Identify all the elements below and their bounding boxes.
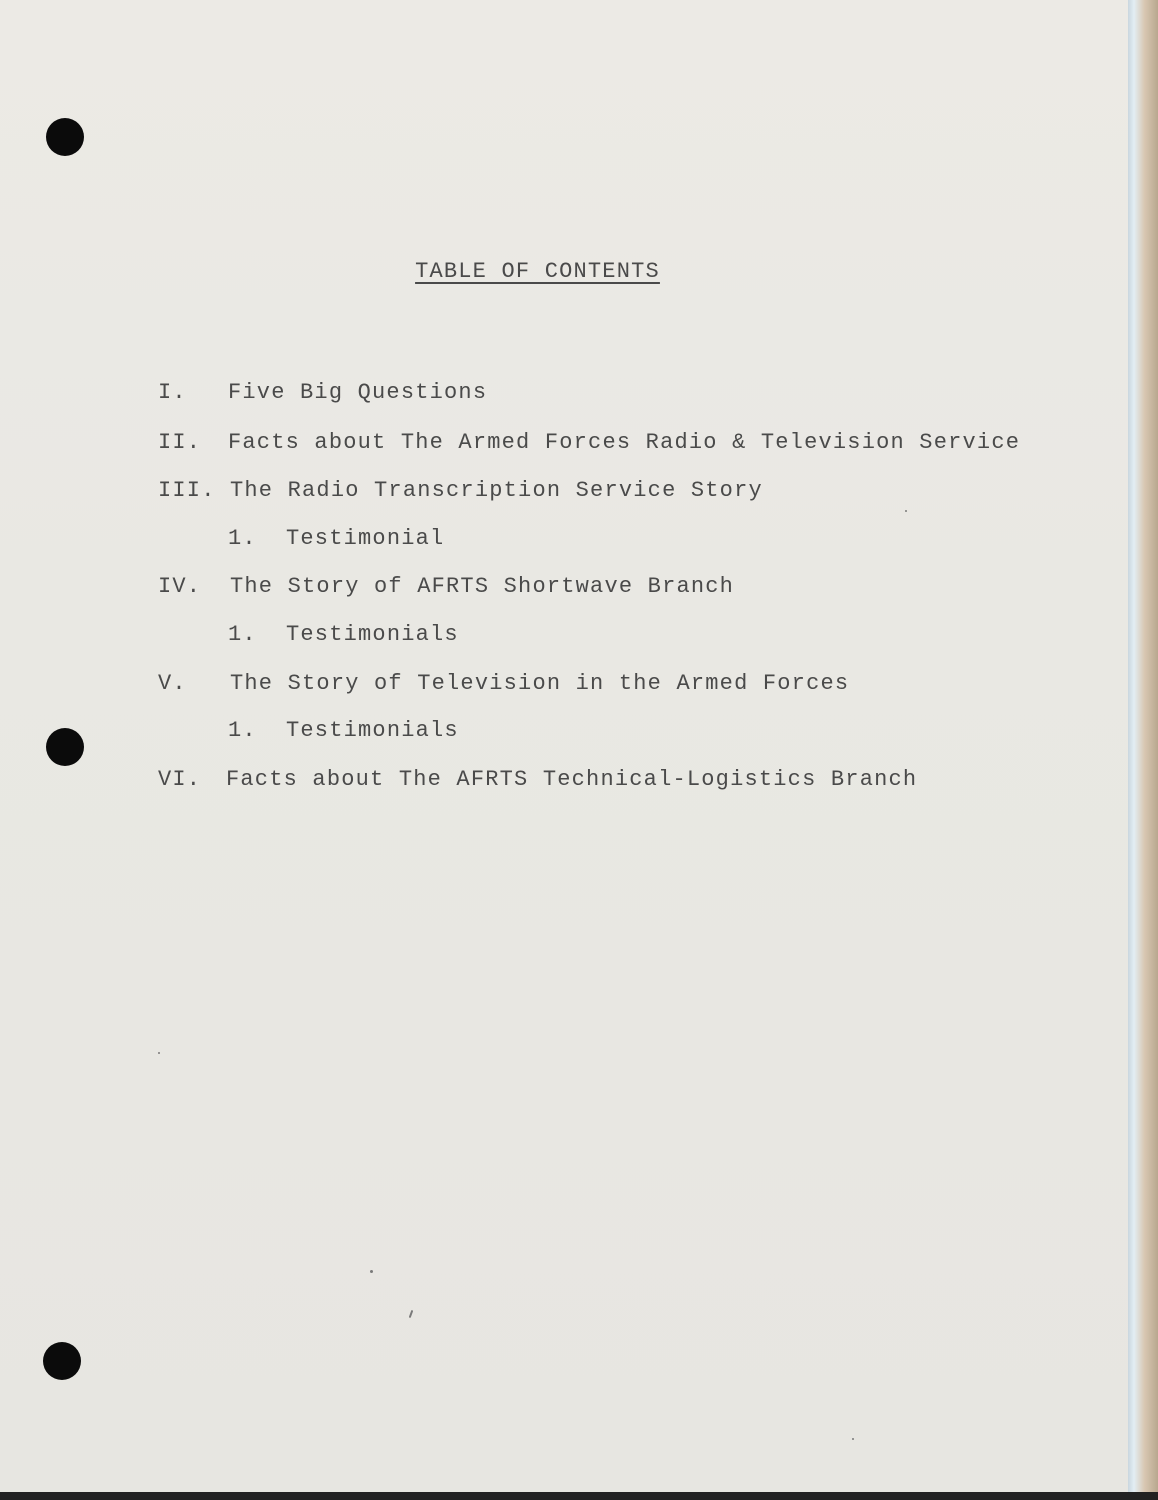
paper-speck [370, 1270, 373, 1273]
entry-text: Testimonials [286, 622, 459, 647]
entry-text: Testimonials [286, 718, 459, 743]
entry-number: 1. [228, 718, 257, 743]
paper-speck [905, 510, 907, 512]
paper-speck [409, 1310, 414, 1318]
entry-text: Five Big Questions [228, 380, 488, 405]
entry-text: Facts about The AFRTS Technical-Logistics Branch [226, 767, 918, 792]
paper-speck [158, 1052, 160, 1054]
entry-number: 1. [228, 526, 257, 551]
entry-text: The Story of AFRTS Shortwave Branch [230, 574, 735, 599]
entry-number: V. [158, 671, 187, 696]
entry-number: I. [158, 380, 187, 405]
entry-text: The Story of Television in the Armed Forces [230, 671, 850, 696]
page-title: TABLE OF CONTENTS [415, 259, 660, 284]
entry-number: IV. [158, 574, 202, 599]
entry-text: Facts about The Armed Forces Radio & Television Service [228, 430, 1021, 455]
punch-hole-middle [46, 728, 84, 766]
entry-number: VI. [158, 767, 202, 792]
entry-text: Testimonial [286, 526, 445, 551]
entry-text: The Radio Transcription Service Story [230, 478, 763, 503]
scanner-bottom-edge [0, 1492, 1158, 1500]
entry-number: III. [158, 478, 216, 503]
paper-speck [852, 1438, 854, 1440]
punch-hole-top [46, 118, 84, 156]
punch-hole-bottom [43, 1342, 81, 1380]
scanner-edge [1128, 0, 1158, 1500]
entry-number: II. [158, 430, 202, 455]
entry-number: 1. [228, 622, 257, 647]
